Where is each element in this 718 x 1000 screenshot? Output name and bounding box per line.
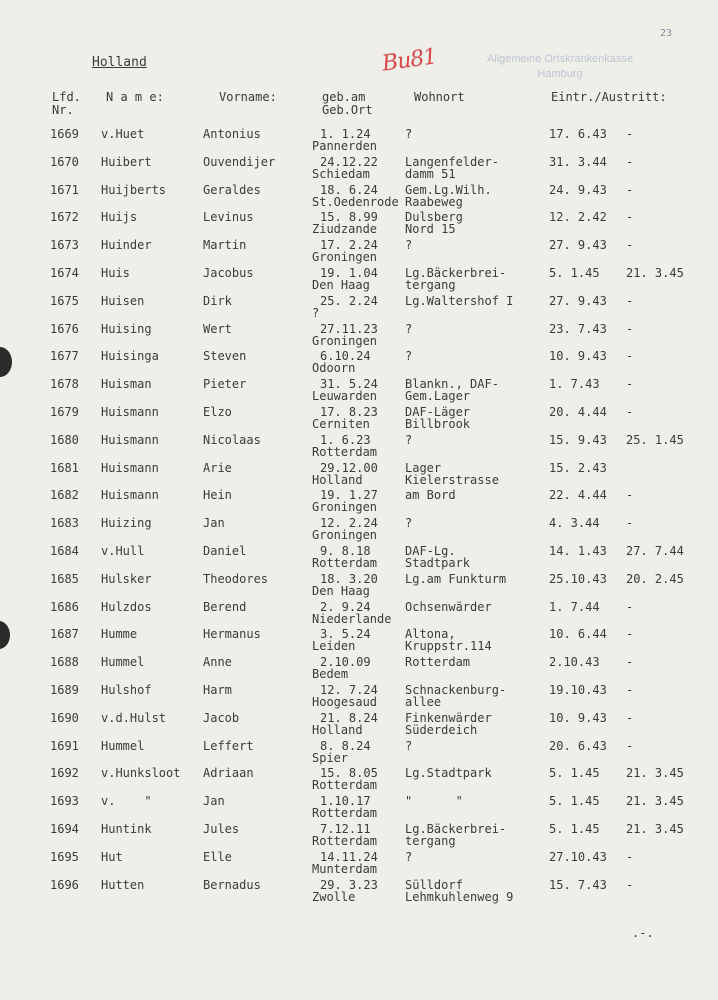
- entry-date: 31. 3.44: [549, 154, 607, 169]
- header-wohnort: Wohnort: [414, 90, 465, 104]
- surname: v.Hunksloot: [101, 766, 181, 781]
- table-row: [0, 295, 718, 323]
- birth-place: Groningen: [312, 500, 378, 515]
- row-number: 1671: [50, 182, 79, 197]
- birth-place: Pannerden: [312, 139, 378, 153]
- birth-date: 8. 8.24: [320, 738, 371, 753]
- first-name: Hermanus: [203, 627, 261, 642]
- birth-date: 17. 8.23: [320, 405, 378, 419]
- first-name: Jules: [203, 822, 240, 836]
- residence-line-2: Süderdeich: [405, 722, 478, 737]
- entry-date: 27. 9.43: [549, 293, 607, 308]
- entry-date: 2.10.43: [549, 655, 600, 670]
- residence-line-1: Schnackenburg-: [405, 683, 507, 697]
- row-number: 1675: [50, 293, 79, 308]
- row-number: 1693: [50, 794, 79, 809]
- birth-date: 21. 8.24: [320, 710, 378, 725]
- exit-date: -: [626, 655, 634, 670]
- exit-date: 21. 3.45: [626, 766, 684, 781]
- residence-line-2: Lehmkuhlenweg 9: [405, 889, 514, 904]
- birth-place: Groningen: [312, 333, 378, 348]
- row-number: 1673: [50, 238, 79, 253]
- birth-date: 15. 8.05: [320, 766, 378, 781]
- birth-date: 12. 7.24: [320, 683, 378, 697]
- entry-date: 15. 9.43: [549, 432, 607, 447]
- birth-date: 14.11.24: [320, 849, 378, 864]
- entry-date: 10. 6.44: [549, 627, 607, 642]
- residence-line-2: Gem.Lager: [405, 389, 471, 404]
- birth-date: 24.12.22: [320, 154, 378, 169]
- table-row: [0, 462, 718, 490]
- birth-date: 25. 2.24: [320, 293, 378, 308]
- table-row: [0, 434, 718, 462]
- birth-date: 19. 1.27: [320, 488, 378, 503]
- faded-stamp: [470, 52, 650, 88]
- page-number: 23: [660, 28, 673, 39]
- entry-date: 27.10.43: [549, 849, 607, 864]
- residence-line-1: Rotterdam: [405, 655, 471, 670]
- surname: Huis: [101, 266, 130, 280]
- entry-date: 25.10.43: [549, 571, 607, 586]
- residence-line-2: Billbrook: [405, 417, 471, 431]
- surname: Huismann: [101, 432, 159, 447]
- first-name: Jan: [203, 794, 225, 809]
- entry-date: 10. 9.43: [549, 710, 607, 725]
- exit-date: 21. 3.45: [626, 822, 684, 836]
- row-number: 1688: [50, 655, 79, 670]
- residence-line-1: ?: [405, 127, 413, 141]
- birth-date: 2. 9.24: [320, 599, 371, 614]
- surname: Huisinga: [101, 349, 159, 364]
- entry-date: 1. 7.43: [549, 377, 600, 392]
- birth-date: 9. 8.18: [320, 544, 371, 558]
- entry-date: 12. 2.42: [549, 210, 607, 225]
- birth-place: Den Haag: [312, 583, 370, 598]
- first-name: Arie: [203, 460, 232, 475]
- exit-date: -: [626, 488, 634, 503]
- row-number: 1691: [50, 738, 79, 753]
- residence-line-1: " ": [405, 794, 463, 809]
- entry-date: 4. 3.44: [549, 516, 600, 531]
- residence-line-1: Dulsberg: [405, 210, 463, 225]
- table-row: [0, 823, 718, 851]
- first-name: Daniel: [203, 544, 247, 558]
- residence-line-2: Stadtpark: [405, 556, 471, 570]
- residence-line-2: Nord 15: [405, 222, 456, 237]
- surname: Hutten: [101, 877, 145, 892]
- table-row: [0, 879, 718, 907]
- first-name: Elle: [203, 849, 232, 864]
- row-number: 1676: [50, 321, 79, 336]
- stamp-line-2: Hamburg: [537, 68, 583, 80]
- entry-date: 27. 9.43: [549, 238, 607, 253]
- table-row: [0, 184, 718, 212]
- entry-date: 22. 4.44: [549, 488, 607, 503]
- first-name: Martin: [203, 238, 247, 253]
- surname: Hulzdos: [101, 599, 152, 614]
- residence-line-1: Lg.Bäckerbrei-: [405, 266, 507, 280]
- birth-date: 1.10.17: [320, 794, 371, 809]
- first-name: Steven: [203, 349, 247, 364]
- surname: Huijberts: [101, 182, 167, 197]
- row-number: 1690: [50, 710, 79, 725]
- birth-place: Groningen: [312, 528, 378, 543]
- exit-date: -: [626, 627, 634, 642]
- stamp-line-1: Allgemeine Ortskrankenkasse: [486, 53, 634, 65]
- row-number: 1696: [50, 877, 79, 892]
- surname: Huismann: [101, 488, 159, 503]
- exit-date: -: [626, 182, 634, 197]
- first-name: Nicolaas: [203, 432, 261, 447]
- residence-line-2: allee: [405, 695, 442, 709]
- surname: Huijs: [101, 210, 138, 225]
- table-row: [0, 628, 718, 656]
- exit-date: 21. 3.45: [626, 794, 684, 809]
- birth-place: Rotterdam: [312, 556, 378, 570]
- residence-line-1: Lager: [405, 460, 442, 475]
- first-name: Levinus: [203, 210, 254, 225]
- exit-date: 21. 3.45: [626, 266, 684, 280]
- first-name: Theodores: [203, 571, 269, 586]
- entry-date: 5. 1.45: [549, 266, 600, 280]
- residence-line-1: ?: [405, 516, 413, 531]
- exit-date: -: [626, 154, 634, 169]
- birth-date: 27.11.23: [320, 321, 378, 336]
- row-number: 1689: [50, 683, 79, 697]
- birth-place: Munterdam: [312, 861, 378, 876]
- table-row: [0, 267, 718, 295]
- exit-date: 25. 1.45: [626, 432, 684, 447]
- table-row: [0, 406, 718, 434]
- residence-line-1: Altona,: [405, 627, 456, 642]
- table-row: [0, 323, 718, 351]
- residence-line-1: am Bord: [405, 488, 456, 503]
- birth-place: Rotterdam: [312, 778, 378, 793]
- entry-date: 24. 9.43: [549, 182, 607, 197]
- first-name: Jacobus: [203, 266, 254, 280]
- birth-place: Rotterdam: [312, 834, 378, 848]
- exit-date: -: [626, 127, 634, 141]
- exit-date: -: [626, 321, 634, 336]
- exit-date: -: [626, 210, 634, 225]
- birth-place: Holland: [312, 722, 363, 737]
- birth-date: 7.12.11: [320, 822, 371, 836]
- entry-date: 23. 7.43: [549, 321, 607, 336]
- surname: v.Huet: [101, 127, 145, 141]
- residence-line-2: damm 51: [405, 166, 456, 181]
- birth-date: 6.10.24: [320, 349, 371, 364]
- row-number: 1683: [50, 516, 79, 531]
- birth-place: Bedem: [312, 667, 349, 682]
- exit-date: -: [626, 599, 634, 614]
- exit-date: -: [626, 349, 634, 364]
- row-number: 1677: [50, 349, 79, 364]
- first-name: Pieter: [203, 377, 247, 392]
- exit-date: -: [626, 683, 634, 697]
- birth-place: Zwolle: [312, 889, 356, 904]
- entry-date: 5. 1.45: [549, 794, 600, 809]
- residence-line-1: ?: [405, 849, 413, 864]
- birth-place: Ziudzande: [312, 222, 378, 237]
- residence-line-1: DAF-Lg.: [405, 544, 456, 558]
- footer-mark: .-.: [632, 926, 654, 940]
- residence-line-1: Lg.Stadtpark: [405, 766, 492, 781]
- exit-date: 20. 2.45: [626, 571, 684, 586]
- surname: Huisman: [101, 377, 152, 392]
- birth-place: Hoogesaud: [312, 695, 378, 709]
- first-name: Leffert: [203, 738, 254, 753]
- birth-date: 18. 3.20: [320, 571, 378, 586]
- birth-place: Schiedam: [312, 166, 370, 181]
- entry-date: 15. 7.43: [549, 877, 607, 892]
- residence-line-1: ?: [405, 432, 413, 447]
- birth-date: 31. 5.24: [320, 377, 378, 392]
- birth-place: Den Haag: [312, 278, 370, 292]
- exit-date: -: [626, 849, 634, 864]
- first-name: Hein: [203, 488, 232, 503]
- residence-line-2: Raabeweg: [405, 194, 463, 209]
- table-row: [0, 128, 718, 156]
- table-row: [0, 767, 718, 795]
- surname: v.Hull: [101, 544, 145, 558]
- row-number: 1685: [50, 571, 79, 586]
- header-eintritt-austritt: Eintr./Austritt:: [551, 90, 667, 104]
- residence-line-1: Gem.Lg.Wilh.: [405, 182, 492, 197]
- row-number: 1692: [50, 766, 79, 781]
- surname: Huising: [101, 321, 152, 336]
- exit-date: -: [626, 710, 634, 725]
- surname: Humme: [101, 627, 138, 642]
- residence-line-1: Lg.Waltershof I: [405, 293, 514, 308]
- table-row: [0, 545, 718, 573]
- table-row: [0, 712, 718, 740]
- birth-place: Holland: [312, 472, 363, 487]
- birth-place: Leuwarden: [312, 389, 378, 404]
- exit-date: -: [626, 377, 634, 392]
- row-number: 1678: [50, 377, 79, 392]
- row-number: 1674: [50, 266, 79, 280]
- residence-line-2: tergang: [405, 834, 456, 848]
- residence-line-1: ?: [405, 738, 413, 753]
- birth-date: 29. 3.23: [320, 877, 378, 892]
- birth-date: 12. 2.24: [320, 516, 378, 531]
- birth-date: 18. 6.24: [320, 182, 378, 197]
- exit-date: -: [626, 238, 634, 253]
- row-number: 1679: [50, 405, 79, 419]
- entry-date: 15. 2.43: [549, 460, 607, 475]
- exit-date: -: [626, 293, 634, 308]
- exit-date: -: [626, 738, 634, 753]
- table-row: [0, 656, 718, 684]
- row-number: 1672: [50, 210, 79, 225]
- entry-date: 5. 1.45: [549, 766, 600, 781]
- header-name: N a m e:: [106, 90, 164, 104]
- birth-date: 17. 2.24: [320, 238, 378, 253]
- table-row: [0, 795, 718, 823]
- residence-line-2: Kielerstrasse: [405, 472, 499, 487]
- entry-date: 10. 9.43: [549, 349, 607, 364]
- surname: Huismann: [101, 460, 159, 475]
- first-name: Antonius: [203, 127, 261, 141]
- row-number: 1686: [50, 599, 79, 614]
- birth-date: 29.12.00: [320, 460, 378, 475]
- birth-date: 3. 5.24: [320, 627, 371, 642]
- header-nr: Lfd. Nr.: [52, 90, 81, 117]
- birth-place: Spier: [312, 750, 349, 765]
- surname: Huizing: [101, 516, 152, 531]
- first-name: Wert: [203, 321, 232, 336]
- first-name: Adriaan: [203, 766, 254, 781]
- exit-date: -: [626, 405, 634, 419]
- birth-place: Rotterdam: [312, 444, 378, 459]
- row-number: 1687: [50, 627, 79, 642]
- country-heading: Holland: [92, 55, 147, 70]
- residence-line-1: DAF-Läger: [405, 405, 471, 419]
- residence-line-1: ?: [405, 349, 413, 364]
- residence-line-1: Lg.Bäckerbrei-: [405, 822, 507, 836]
- residence-line-2: Kruppstr.114: [405, 639, 492, 654]
- first-name: Berend: [203, 599, 247, 614]
- surname: Hulsker: [101, 571, 152, 586]
- first-name: Ouvendijer: [203, 154, 276, 169]
- exit-date: -: [626, 516, 634, 531]
- surname: Huisen: [101, 293, 145, 308]
- surname: Huinder: [101, 238, 152, 253]
- first-name: Harm: [203, 683, 232, 697]
- entry-date: 5. 1.45: [549, 822, 600, 836]
- row-number: 1670: [50, 154, 79, 169]
- birth-place: Groningen: [312, 250, 378, 265]
- first-name: Dirk: [203, 293, 232, 308]
- exit-date: -: [626, 877, 634, 892]
- residence-line-1: Lg.am Funkturm: [405, 571, 507, 586]
- red-handwritten-mark: Bu81: [380, 44, 438, 77]
- birth-date: 19. 1.04: [320, 266, 378, 280]
- birth-date: 15. 8.99: [320, 210, 378, 225]
- table-row: [0, 517, 718, 545]
- birth-place: Cerniten: [312, 417, 370, 431]
- surname: v. ": [101, 794, 152, 809]
- surname: Hut: [101, 849, 123, 864]
- birth-place: Niederlande: [312, 611, 392, 626]
- first-name: Elzo: [203, 405, 232, 419]
- row-number: 1682: [50, 488, 79, 503]
- entry-date: 17. 6.43: [549, 127, 607, 141]
- residence-line-1: Finkenwärder: [405, 710, 492, 725]
- residence-line-2: tergang: [405, 278, 456, 292]
- first-name: Jan: [203, 516, 225, 531]
- table-row: [0, 684, 718, 712]
- residence-line-1: Ochsenwärder: [405, 599, 492, 614]
- first-name: Geraldes: [203, 182, 261, 197]
- table-row: [0, 489, 718, 517]
- first-name: Anne: [203, 655, 232, 670]
- birth-place: Leiden: [312, 639, 356, 654]
- residence-line-1: ?: [405, 321, 413, 336]
- row-number: 1680: [50, 432, 79, 447]
- surname: Huibert: [101, 154, 152, 169]
- birth-date: 1. 6.23: [320, 432, 371, 447]
- birth-date: 1. 1.24: [320, 127, 371, 141]
- table-row: [0, 851, 718, 879]
- exit-date: 27. 7.44: [626, 544, 684, 558]
- table-row: [0, 378, 718, 406]
- residence-line-1: Blankn., DAF-: [405, 377, 499, 392]
- birth-place: Rotterdam: [312, 806, 378, 821]
- birth-place: Odoorn: [312, 361, 356, 376]
- birth-place: ?: [312, 305, 320, 320]
- table-row: [0, 211, 718, 239]
- birth-date: 2.10.09: [320, 655, 371, 670]
- row-number: 1684: [50, 544, 79, 558]
- first-name: Bernadus: [203, 877, 261, 892]
- entry-date: 20. 6.43: [549, 738, 607, 753]
- residence-line-1: ?: [405, 238, 413, 253]
- surname: Huntink: [101, 822, 152, 836]
- entry-date: 19.10.43: [549, 683, 607, 697]
- row-number: 1681: [50, 460, 79, 475]
- residence-line-1: Sülldorf: [405, 877, 463, 892]
- surname: Huismann: [101, 405, 159, 419]
- table-row: [0, 740, 718, 768]
- table-row: [0, 601, 718, 629]
- surname: Hummel: [101, 738, 145, 753]
- entry-date: 1. 7.44: [549, 599, 600, 614]
- entry-date: 20. 4.44: [549, 405, 607, 419]
- table-row: [0, 239, 718, 267]
- table-row: [0, 350, 718, 378]
- surname: v.d.Hulst: [101, 710, 167, 725]
- header-geb: geb.am Geb.Ort: [322, 90, 373, 117]
- row-number: 1694: [50, 822, 79, 836]
- table-row: [0, 156, 718, 184]
- first-name: Jacob: [203, 710, 240, 725]
- row-number: 1669: [50, 127, 79, 141]
- header-vorname: Vorname:: [219, 90, 277, 104]
- entry-date: 14. 1.43: [549, 544, 607, 558]
- row-number: 1695: [50, 849, 79, 864]
- birth-place: St.Oedenrode: [312, 194, 399, 209]
- surname: Hulshof: [101, 683, 152, 697]
- residence-line-1: Langenfelder-: [405, 154, 499, 169]
- table-row: [0, 573, 718, 601]
- surname: Hummel: [101, 655, 145, 670]
